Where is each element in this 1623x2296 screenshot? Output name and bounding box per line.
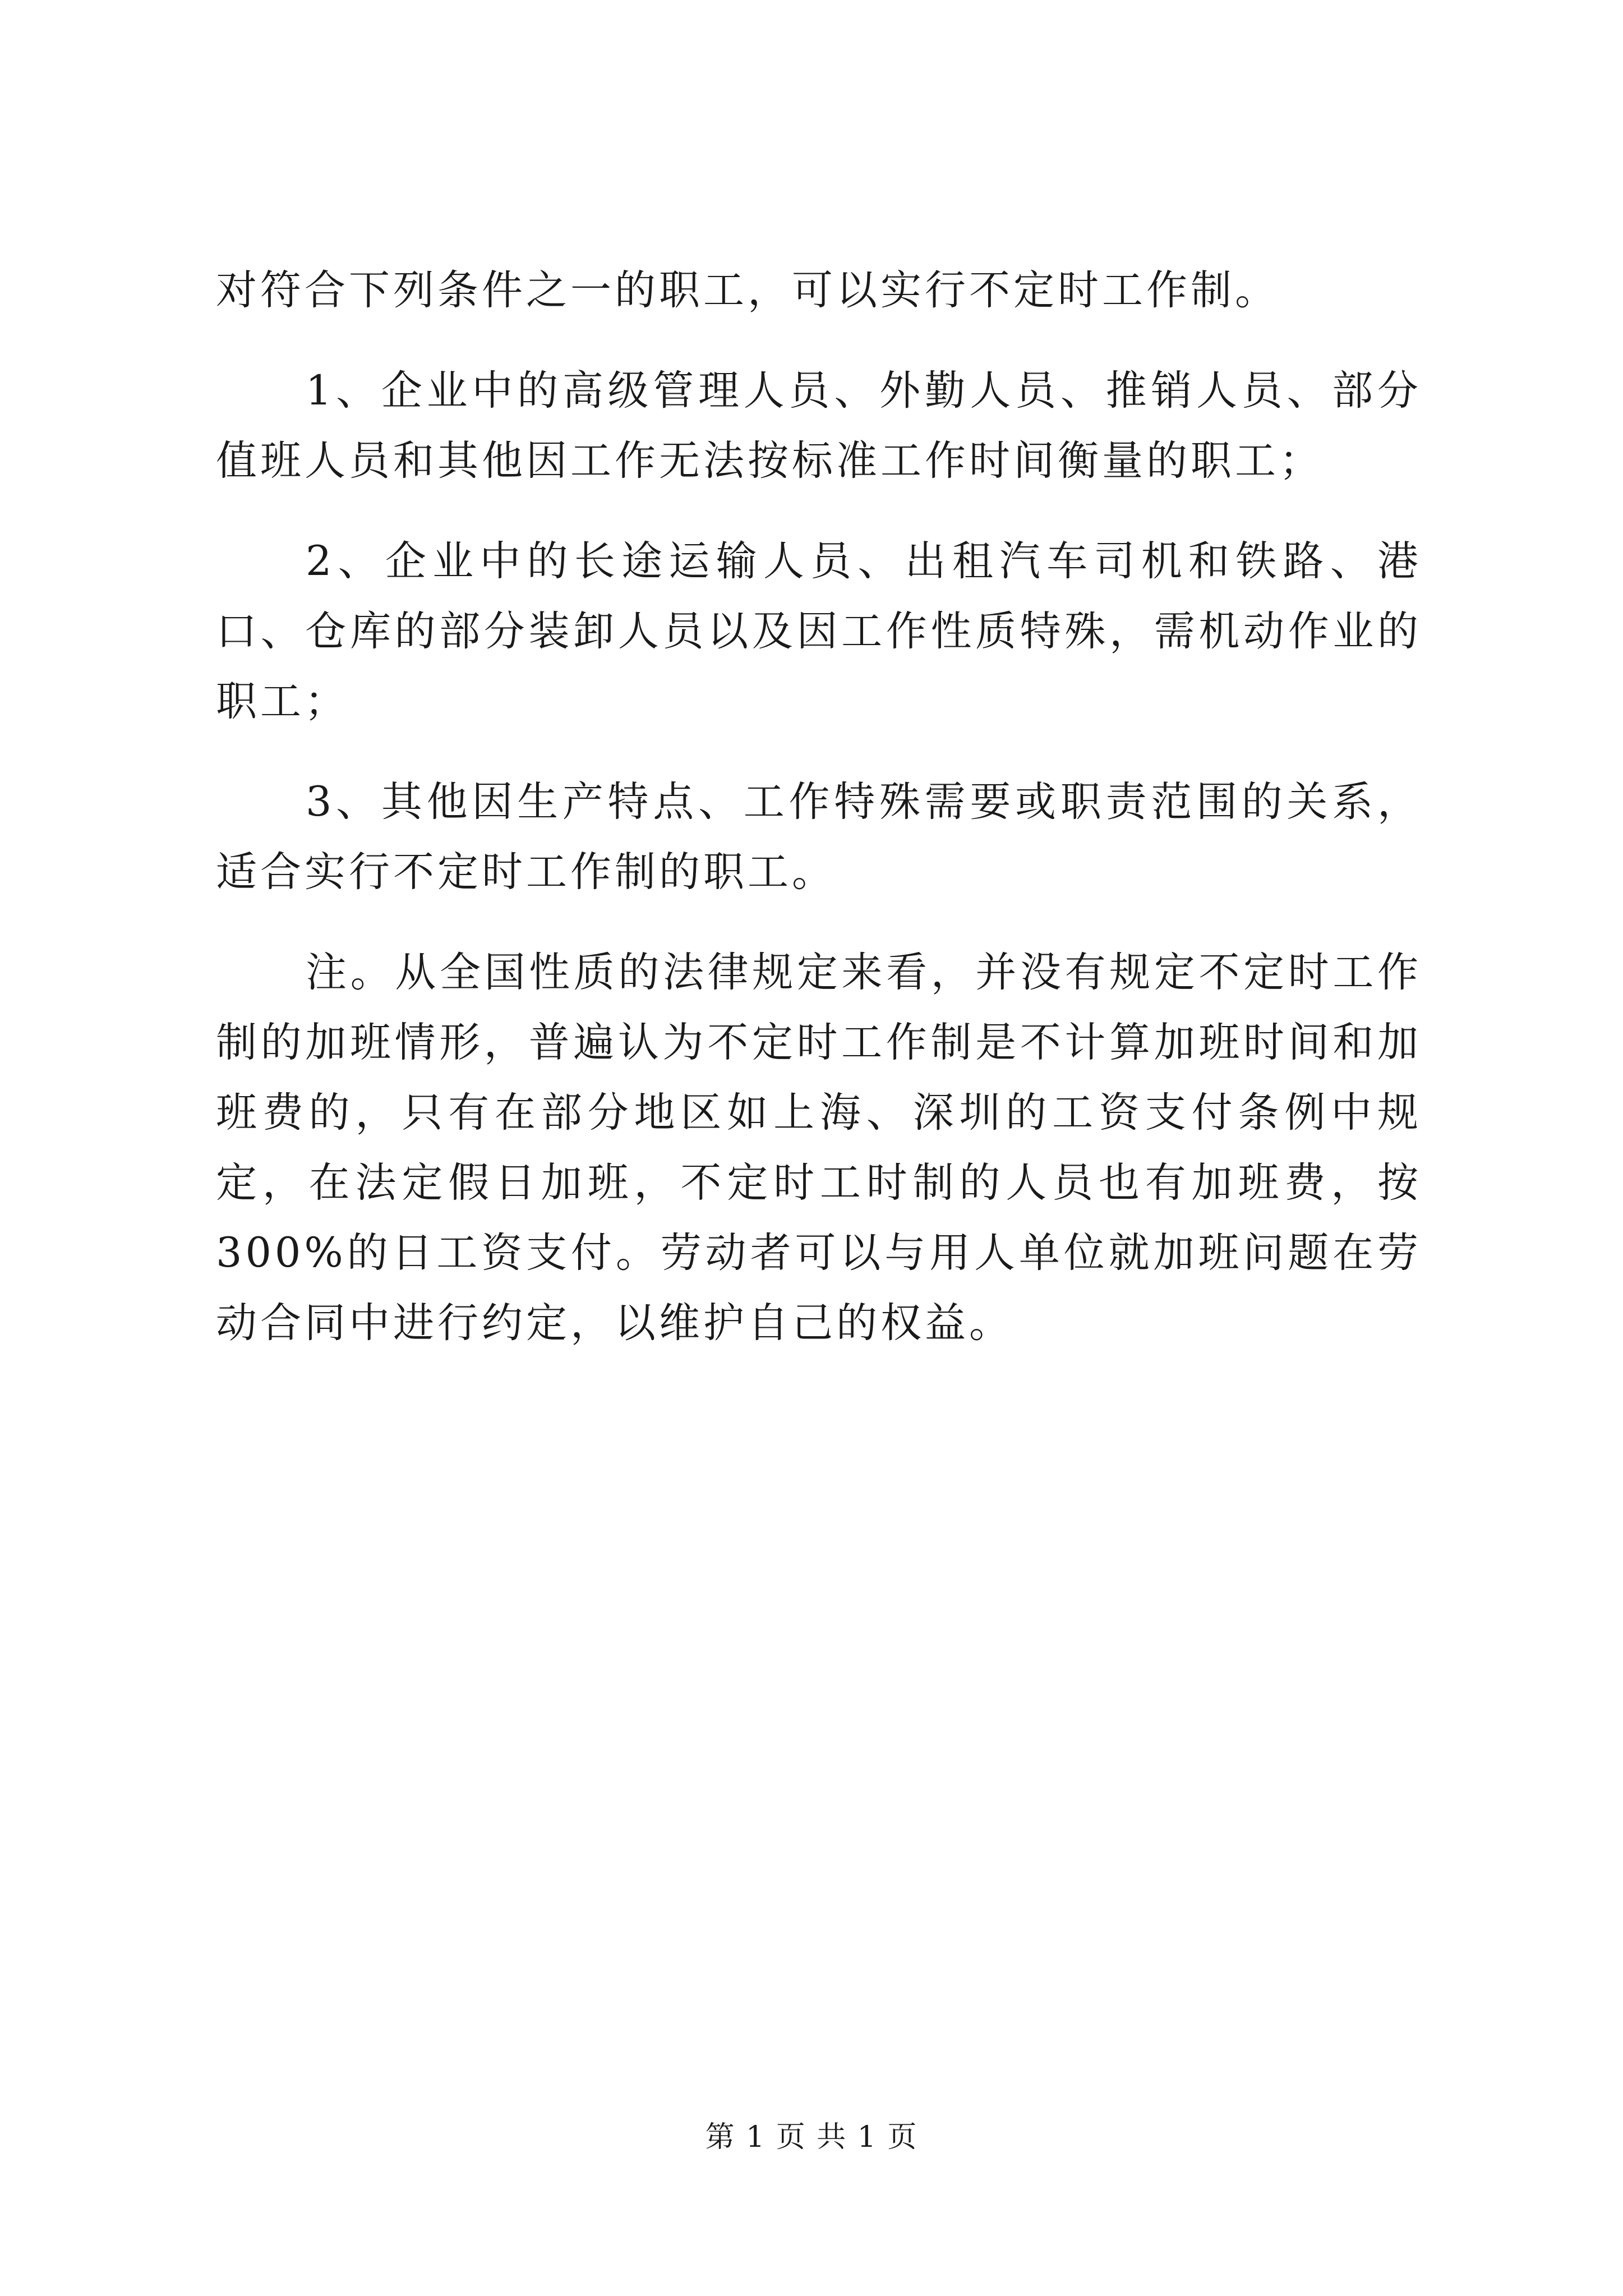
- paragraph-intro: 对符合下列条件之一的职工，可以实行不定时工作制。: [216, 266, 1279, 314]
- page-footer: [0, 2118, 1623, 2157]
- document-body: [216, 255, 1422, 1388]
- paragraph-item-2: 2、企业中的长途运输人员、出租汽车司机和铁路、港口、仓库的部分装卸人员以及因工作性质特殊，需机动作业的职工；: [216, 537, 1422, 725]
- paragraph-item-3: 3、其他因生产特点、工作特殊需要或职责范围的关系，适合实行不定时工作制的职工。: [216, 778, 1422, 896]
- page-number-label: 第 1 页 共 1 页: [705, 2120, 918, 2154]
- paragraph-note: 注。从全国性质的法律规定来看，并没有规定不定时工作制的加班情形，普遍认为不定时工作制是不计算加班时间和加班费的，只有在部分地区如上海、深圳的工资支付条例中规定，在法定假日加班，不定时工时制的人员也有加班费，按300%的日工资支付。劳动者可以与用人单位就加班问题在劳动合同中进行约定，以维护自己的权益。: [216, 949, 1422, 1347]
- paragraph-item-1: 1、企业中的高级管理人员、外勤人员、推销人员、部分值班人员和其他因工作无法按标准工作时间衡量的职工；: [216, 367, 1422, 485]
